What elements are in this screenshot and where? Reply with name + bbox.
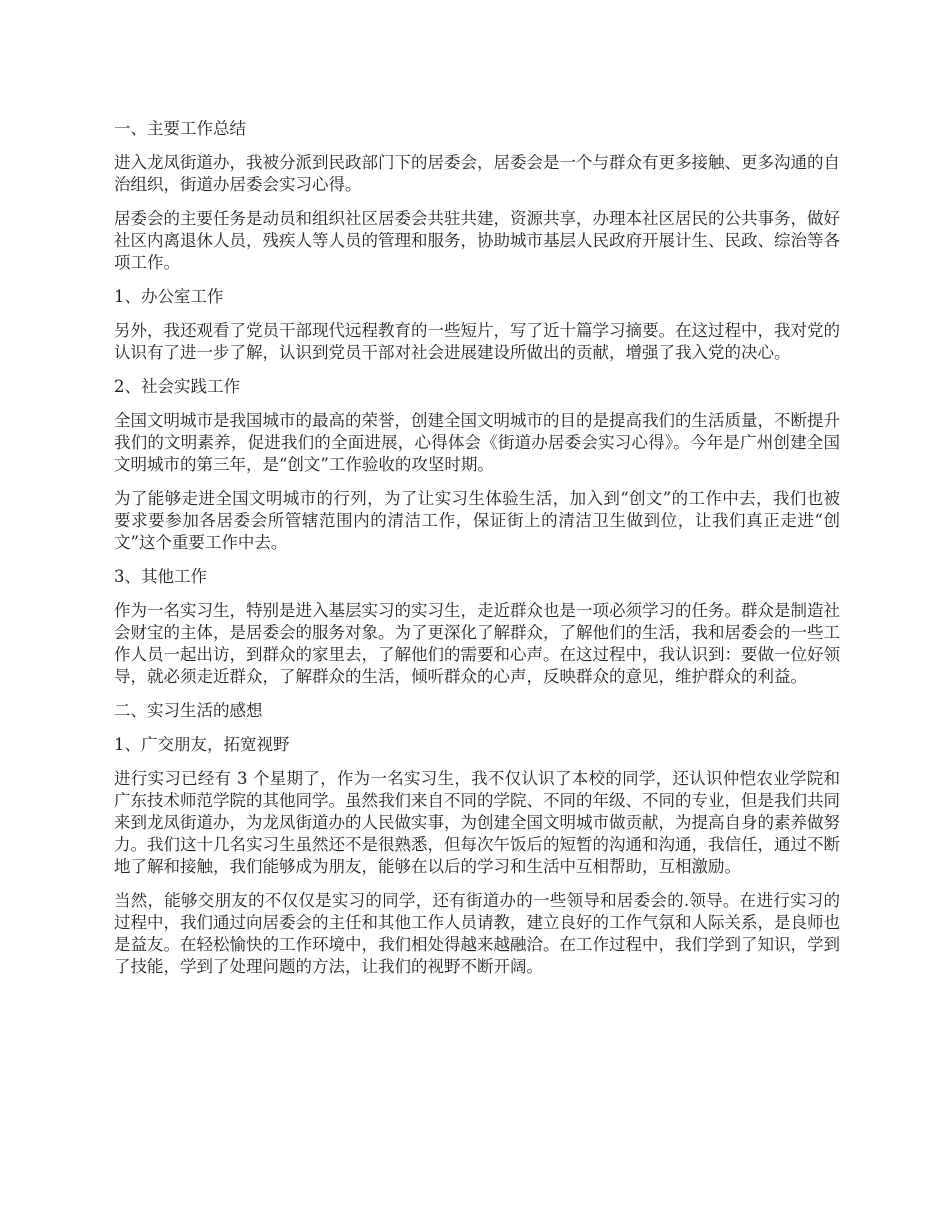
- paragraph-committee-tasks: 居委会的主要任务是动员和组织社区居委会共驻共建，资源共享，办理本社区居民的公共事务，做好社区内离退休人员，残疾人等人员的管理和服务，协助城市基层人民政府开展计生、民政、综治等各项工作。: [114, 209, 840, 272]
- subheading-office-work: 1、办公室工作: [114, 287, 224, 306]
- subheading-other-work: 3、其他工作: [114, 567, 207, 586]
- section-heading-internship-reflections: 二、实习生活的感想: [114, 701, 263, 720]
- paragraph-classmates: 进行实习已经有 3 个星期了，作为一名实习生，我不仅认识了本校的同学，还认识仲恺农业学院和广东技术师范学院的其他同学。虽然我们来自不同的学院、不同的年级、不同的专业，但是我们共同来到龙凤街道办，为龙凤街道办的人民做实事，为创建全国文明城市做贡献，为提高自身的素养做努力。我们这十几名实习生虽然还不是很熟悉，但每次午饭后的短暂的沟通和沟通，我信任，通过不断地了解和接触，我们能够成为朋友，能够在以后的学习和生活中互相帮助，互相激励。: [114, 769, 840, 876]
- subheading-social-practice: 2、社会实践工作: [114, 377, 240, 396]
- paragraph-cleaning-work: 为了能够走进全国文明城市的行列，为了让实习生体验生活，加入到“创文”的工作中去，我们也被要求要参加各居委会所管辖范围内的清洁工作，保证街上的清洁卫生做到位，让我们真正走进“创文”这个重要工作中去。: [114, 489, 840, 552]
- section-heading-main-work-summary: 一、主要工作总结: [114, 119, 246, 138]
- paragraph-civilized-city: 全国文明城市是我国城市的最高的荣誉，创建全国文明城市的目的是提高我们的生活质量，不断提升我们的文明素养，促进我们的全面进展，心得体会《街道办居委会实习心得》。今年是广州创建全国文明城市的第三年，是“创文”工作验收的攻坚时期。: [114, 411, 840, 474]
- paragraph-leaders-friends: 当然，能够交朋友的不仅仅是实习的同学，还有街道办的一些领导和居委会的.领导。在进行实习的过程中，我们通过向居委会的主任和其他工作人员请教，建立良好的工作气氛和人际关系，是良师也是益友。在轻松愉快的工作环境中，我们相处得越来越融洽。在工作过程中，我们学到了知识，学到了技能，学到了处理问题的方法，让我们的视野不断开阔。: [114, 891, 840, 976]
- paragraph-approach-masses: 作为一名实习生，特别是进入基层实习的实习生，走近群众也是一项必须学习的任务。群众是制造社会财宝的主体，是居委会的服务对象。为了更深化了解群众，了解他们的生活，我和居委会的一些工作人员一起出访，到群众的家里去，了解他们的需要和心声。在这过程中，我认识到：要做一位好领导，就必须走近群众，了解群众的生活，倾听群众的心声，反映群众的意见，维护群众的利益。: [114, 601, 840, 686]
- paragraph-intro: 进入龙凤街道办，我被分派到民政部门下的居委会，居委会是一个与群众有更多接触、更多沟通的自治组织，街道办居委会实习心得。: [114, 153, 840, 194]
- subheading-make-friends: 1、广交朋友，拓宽视野: [114, 735, 290, 754]
- paragraph-office-work: 另外，我还观看了党员干部现代远程教育的一些短片，写了近十篇学习摘要。在这过程中，我对党的认识有了进一步了解，认识到党员干部对社会进展建设所做出的贡献，增强了我入党的决心。: [114, 321, 840, 362]
- document-body: [114, 118, 840, 990]
